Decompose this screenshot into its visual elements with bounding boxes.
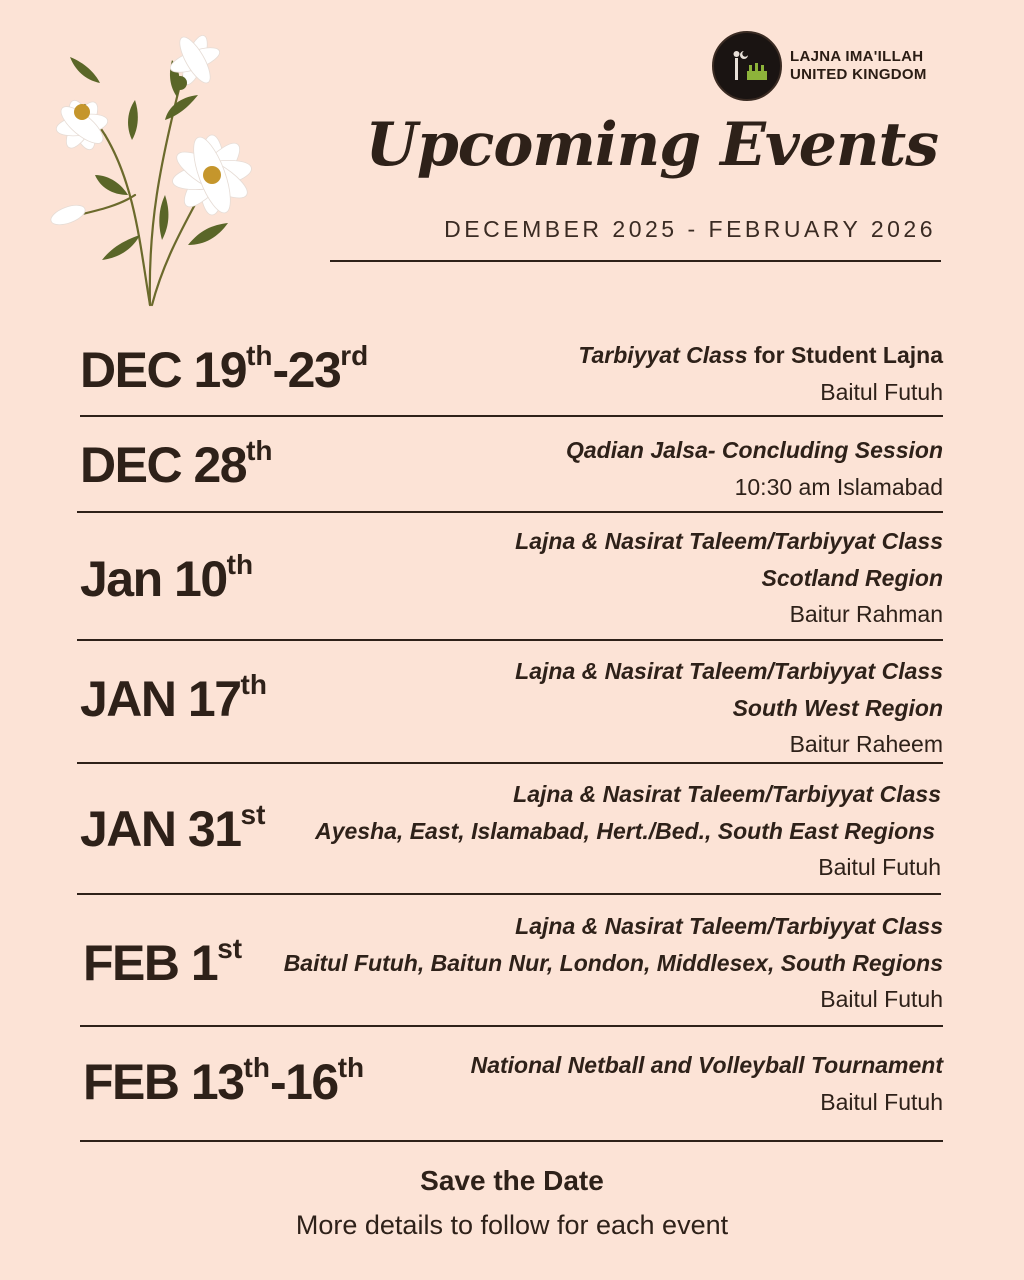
- event-date: JAN 31st: [80, 799, 266, 857]
- save-the-date-heading: Save the Date: [420, 1165, 604, 1196]
- event-date: DEC 28th: [80, 435, 273, 493]
- event-row: [80, 1047, 943, 1121]
- divider: [80, 1025, 943, 1027]
- event-row: [80, 653, 943, 763]
- divider: [77, 893, 941, 895]
- event-title: Lajna & Nasirat Taleem/Tarbiyyat Class: [515, 528, 943, 554]
- event-venue: Baitul Futuh: [820, 378, 943, 405]
- divider: [77, 511, 943, 513]
- date-range-subtitle: DECEMBER 2025 - FEBRUARY 2026: [444, 216, 936, 242]
- event-title: Lajna & Nasirat Taleem/Tarbiyyat Class: [515, 658, 943, 684]
- page-title: Upcoming Events: [365, 110, 938, 180]
- event-title: Qadian Jalsa- Concluding Session: [565, 437, 943, 463]
- divider: [80, 415, 943, 417]
- event-row: [80, 776, 943, 886]
- event-info: [284, 908, 943, 1018]
- event-venue: Baitur Rahman: [789, 601, 943, 627]
- event-region: South West Region: [732, 694, 943, 721]
- event-title-italic: Tarbiyyat Class: [578, 342, 748, 368]
- divider: [330, 260, 941, 262]
- event-row: [80, 337, 943, 411]
- more-details-note: More details to follow for each event: [295, 1210, 729, 1240]
- event-region: Ayesha, East, Islamabad, Hert./Bed., South East Regions: [315, 817, 935, 844]
- event-venue: 10:30 am Islamabad: [734, 473, 943, 500]
- daisy-flower-illustration: [40, 25, 280, 315]
- event-date: Jan 10th: [80, 549, 254, 607]
- event-date: FEB 13th-16th: [83, 1052, 365, 1110]
- event-info: [578, 337, 943, 410]
- event-region: Baitul Futuh, Baitun Nur, London, Middlesex, South Regions: [283, 949, 943, 976]
- event-info: [515, 653, 943, 763]
- event-date: FEB 1st: [83, 933, 243, 991]
- organization-logo: [712, 31, 927, 101]
- event-info: [315, 776, 941, 886]
- event-venue: Baitul Futuh: [820, 1088, 943, 1115]
- divider: [77, 639, 943, 641]
- event-date: DEC 19th-23rd: [80, 340, 369, 398]
- logo-line-2: UNITED KINGDOM: [790, 66, 927, 83]
- event-venue: Baitul Futuh: [818, 854, 941, 880]
- divider: [77, 762, 943, 764]
- event-title: for Student Lajna: [747, 342, 943, 368]
- event-row: [80, 523, 943, 633]
- event-info: [471, 1047, 943, 1120]
- event-title: Lajna & Nasirat Taleem/Tarbiyyat Class: [513, 781, 941, 807]
- logo-emblem-icon: [712, 31, 782, 101]
- event-info: [515, 523, 943, 633]
- event-date: JAN 17th: [80, 669, 267, 727]
- logo-line-1: LAJNA IMA'ILLAH: [790, 48, 924, 65]
- divider: [80, 1140, 943, 1142]
- event-title: National Netball and Volleyball Tournament: [470, 1052, 943, 1078]
- event-venue: Baitur Raheem: [789, 731, 943, 757]
- event-row: [80, 432, 943, 506]
- event-region: Scotland Region: [761, 564, 943, 591]
- event-title: Lajna & Nasirat Taleem/Tarbiyyat Class: [515, 913, 943, 939]
- event-row: [80, 908, 943, 1018]
- event-venue: Baitul Futuh: [820, 986, 943, 1012]
- event-info: [566, 432, 943, 505]
